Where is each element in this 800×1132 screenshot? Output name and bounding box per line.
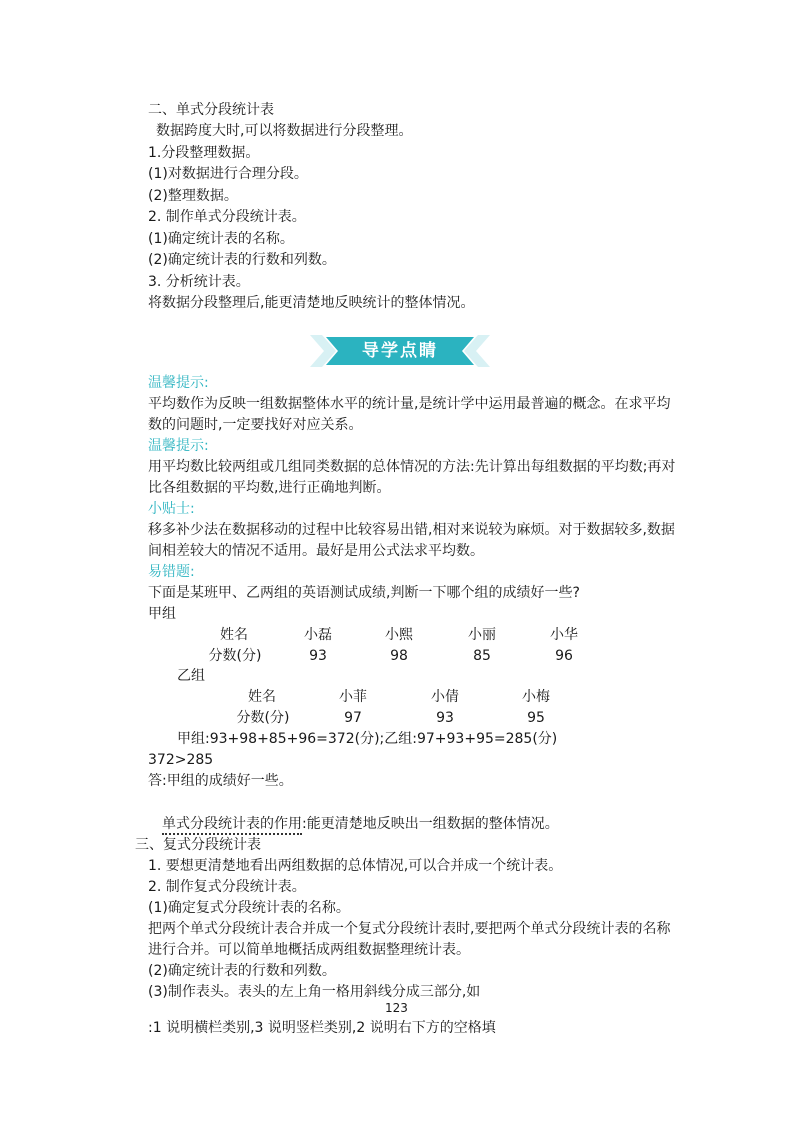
- table-cell: 分数(分): [236, 710, 290, 726]
- guide-banner: [310, 333, 490, 369]
- table-cell: 小倩: [431, 689, 459, 705]
- step-2: 2. 制作单式分段统计表。: [148, 209, 306, 225]
- group-b-label: 乙组: [177, 668, 205, 684]
- table-cell: 小丽: [468, 627, 496, 643]
- section-3-item-2a: (1)确定复式分段统计表的名称。: [148, 900, 350, 916]
- table-cell: 小熙: [385, 627, 413, 643]
- section-2-conclusion: 将数据分段整理后,能更清楚地反映统计的整体情况。: [148, 295, 475, 311]
- section-2-intro: 数据跨度大时,可以将数据进行分段整理。: [156, 123, 413, 139]
- tip-label-3: 小贴士:: [148, 501, 195, 517]
- table-cell: 小梅: [522, 689, 550, 705]
- tip-1-line-1: 平均数作为反映一组数据整体水平的统计量,是统计学中运用最普遍的概念。在求平均: [148, 396, 671, 412]
- step-1: 1.分段整理数据。: [148, 145, 260, 161]
- tip-label-2: 温馨提示:: [148, 438, 209, 454]
- section-3-title: 三、复式分段统计表: [135, 837, 261, 853]
- tip-2-line-1: 用平均数比较两组或几组同类数据的总体情况的方法:先计算出每组数据的平均数;再对: [148, 459, 676, 475]
- step-1b: (2)整理数据。: [148, 188, 238, 204]
- section-3-para-2: 进行合并。可以简单地概括成两组数据整理统计表。: [148, 942, 470, 958]
- tip-2-line-2: 比各组数据的平均数,进行正确地判断。: [148, 480, 391, 496]
- tip-3-line-2: 间相差较大的情况不适用。最好是用公式法求平均数。: [148, 543, 484, 559]
- step-2b: (2)确定统计表的行数和列数。: [148, 252, 336, 268]
- step-2a: (1)确定统计表的名称。: [148, 231, 294, 247]
- section-3-para-1: 把两个单式分段统计表合并成一个复式分段统计表时,要把两个单式分段统计表的名称: [148, 921, 671, 937]
- section-2-title: 二、单式分段统计表: [148, 102, 274, 118]
- step-1a: (1)对数据进行合理分段。: [148, 166, 308, 182]
- last-line: :1 说明横栏类别,3 说明竖栏类别,2 说明右下方的空格填: [148, 1020, 496, 1036]
- table-cell: 姓名: [220, 627, 248, 643]
- section-3-item-2c: (3)制作表头。表头的左上角一格用斜线分成三部分,如: [148, 984, 481, 1000]
- table-cell: 姓名: [248, 689, 276, 705]
- role-note-rest: :能更清楚地反映出一组数据的整体情况。: [302, 816, 559, 832]
- section-3-item-2b: (2)确定统计表的行数和列数。: [148, 963, 336, 979]
- table-cell: 85: [473, 648, 491, 664]
- role-note-emphasis: 单式分段统计表的作用: [162, 816, 302, 835]
- tip-1-line-2: 数的问题时,一定要找好对应关系。: [148, 417, 363, 433]
- table-cell: 93: [309, 648, 327, 664]
- calculation: 甲组:93+98+85+96=372(分);乙组:97+93+95=285(分): [177, 731, 558, 747]
- error-prone-question: 下面是某班甲、乙两组的英语测试成绩,判断一下哪个组的成绩好一些?: [148, 585, 580, 601]
- table-cell: 96: [555, 648, 573, 664]
- role-note: [162, 814, 559, 834]
- comparison: 372>285: [148, 752, 214, 768]
- answer: 答:甲组的成绩好一些。: [148, 773, 293, 789]
- table-cell: 93: [436, 710, 454, 726]
- table-cell: 98: [390, 648, 408, 664]
- tip-3-line-1: 移多补少法在数据移动的过程中比较容易出错,相对来说较为麻烦。对于数据较多,数据: [148, 522, 675, 538]
- table-cell: 95: [527, 710, 545, 726]
- table-cell: 小华: [550, 627, 578, 643]
- banner-title: 导学点睛: [362, 341, 438, 361]
- section-3-item-1: 1. 要想更清楚地看出两组数据的总体情况,可以合并成一个统计表。: [148, 858, 563, 874]
- group-a-label: 甲组: [148, 606, 176, 622]
- table-cell: 分数(分): [208, 648, 262, 664]
- step-3: 3. 分析统计表。: [148, 274, 250, 290]
- table-cell: 小菲: [339, 689, 367, 705]
- tip-label-1: 温馨提示:: [148, 375, 209, 391]
- table-cell: 小磊: [304, 627, 332, 643]
- page-number: 123: [385, 1001, 408, 1015]
- table-cell: 97: [344, 710, 362, 726]
- section-3-item-2: 2. 制作复式分段统计表。: [148, 879, 306, 895]
- error-prone-label: 易错题:: [148, 564, 195, 580]
